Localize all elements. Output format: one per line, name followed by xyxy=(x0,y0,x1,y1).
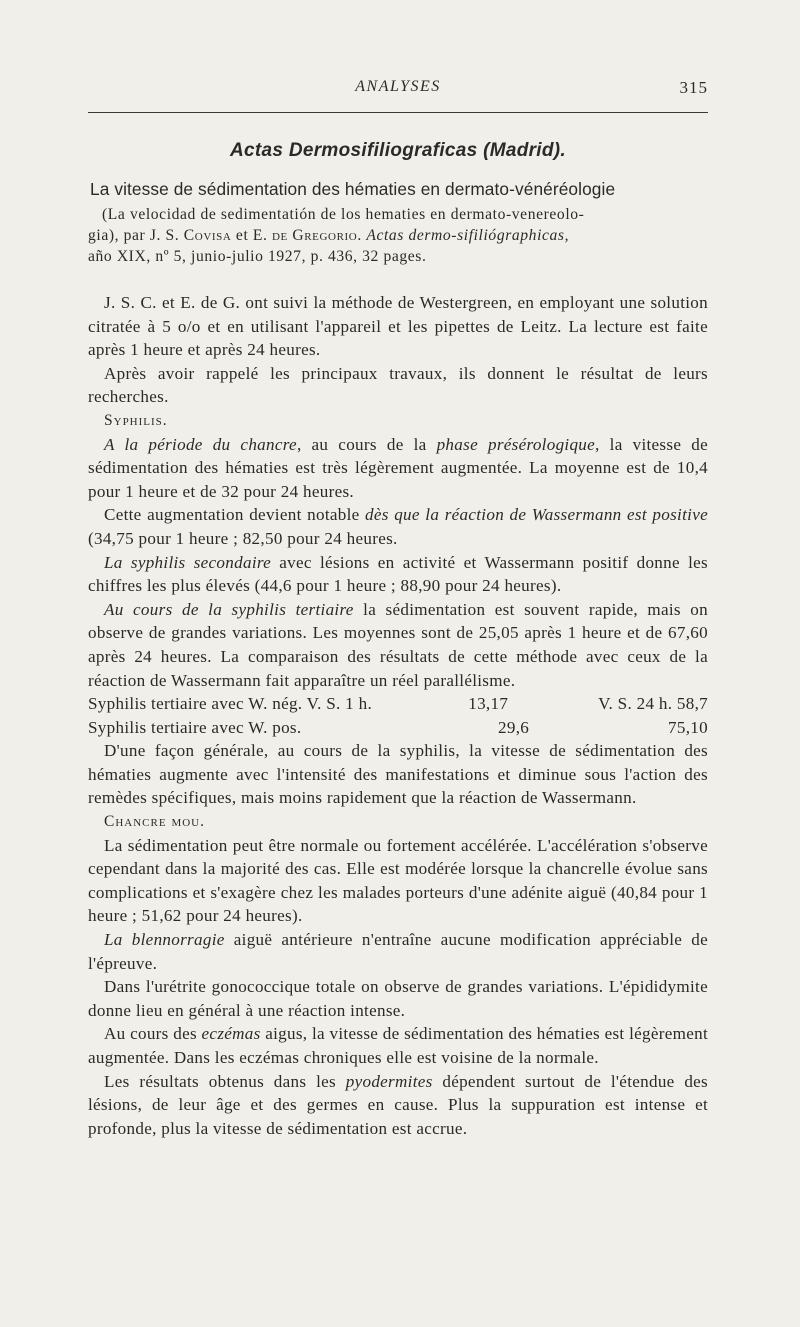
table-value: 29,6 xyxy=(498,717,530,737)
text: dépendent surtout de l'étendue des lésions, de leur âge et des germes en cause. Plus la suppuration est intense et profonde, plus la vitesse de sédimentation est accrue. xyxy=(88,1071,709,1138)
text: aiguë antérieure n'entraîne aucune modification appréciable de l'épreuve. xyxy=(88,930,708,973)
reference-text: et E. xyxy=(231,227,272,244)
text: Cette augmentation devient notable xyxy=(104,505,366,525)
paragraph: La sédimentation peut être normale ou fortement accélérée. L'accélération s'observe cependant dans la majorité des cas. Elle est modérée lorsque la chancrelle évolue sans complications et s'exagère chez les malades porteurs d'une adénite aiguë (40,84 pour 1 heure ; 51,62 pour 24 heures). xyxy=(88,835,708,926)
reference-line xyxy=(88,225,708,246)
paragraph: J. S. C. et E. de G. ont suivi la méthode de Westergreen, en employant une solution citratée à 5 o/o et en utilisant l'appareil et les pipettes de Leitz. La lecture est faite après 1 heure et après 24 heures. xyxy=(88,293,708,360)
table-value: V. S. 24 h. 58,7 xyxy=(598,694,708,714)
section-heading-chancre: Chancre mou. xyxy=(104,813,205,831)
paragraph xyxy=(88,598,708,692)
reference-text: . xyxy=(357,227,367,244)
paragraph: Après avoir rappelé les principaux travaux, ils donnent le résultat de leurs recherches. xyxy=(88,363,708,407)
table-label: Syphilis tertiaire avec W. nég. V. S. 1 h. xyxy=(88,694,373,714)
paragraph xyxy=(88,1070,708,1141)
table-label: Syphilis tertiaire avec W. pos. xyxy=(88,717,302,737)
paragraph xyxy=(88,551,708,598)
paragraph: D'une façon générale, au cours de la syphilis, la vitesse de sédimentation des hématies augmente avec l'intensité des manifestations et diminue sous l'action des remèdes spécifiques, mais moins rapidement que la réaction de Wassermann. xyxy=(88,741,708,808)
reference-line: año XIX, nº 5, junio-julio 1927, p. 436, 32 pages. xyxy=(88,248,427,265)
paragraph xyxy=(88,433,708,504)
reference-line: (La velocidad de sedimentatión de los hematies en dermato-venereolo- xyxy=(102,206,585,223)
table-value: 75,10 xyxy=(668,717,708,737)
article-body xyxy=(88,291,708,1140)
page-header xyxy=(88,78,708,100)
reference-text: gia), par J. S. xyxy=(88,227,184,244)
emphasis: A la période du chancre xyxy=(104,434,297,454)
author-name: Covisa xyxy=(183,227,232,244)
emphasis: La blennorragie xyxy=(104,930,225,950)
journal-name: Actas dermo-sifiliógraphicas, xyxy=(366,227,570,244)
emphasis: eczémas xyxy=(201,1024,261,1044)
running-head: ANALYSES xyxy=(355,78,441,95)
text: avec lésions en activité et Wassermann positif donne les chiffres les plus élevés (44,6 pour 1 heure ; 88,90 pour 24 heures). xyxy=(88,552,708,596)
page-number: 315 xyxy=(679,78,708,97)
text: (34,75 pour 1 heure ; 82,50 pour 24 heures. xyxy=(88,528,398,548)
text: la sédimentation est souvent rapide, mais on observe de grandes variations. Les moyennes sont de 25,05 après 1 heure et de 67,60 après 24 heures. La comparaison des résultats de cette méthode avec ceux de la réaction de Wassermann fait apparaître un réel parallélisme. xyxy=(88,599,708,690)
table-row xyxy=(88,716,708,740)
emphasis: dès que la réaction de Wassermann est positive xyxy=(365,505,708,525)
header-rule xyxy=(88,112,708,113)
paragraph xyxy=(88,503,708,550)
table-row xyxy=(88,692,708,716)
text: Au cours des xyxy=(104,1024,202,1044)
text: aigus, la vitesse de sédimentation des hématies est légèrement augmentée. Dans les eczémas chroniques elle est voisine de la normale. xyxy=(88,1024,708,1067)
paragraph: Dans l'urétrite gonococcique totale on observe de grandes variations. L'épididymite donne lieu en général à une réaction intense. xyxy=(88,977,708,1020)
article-reference xyxy=(88,204,708,267)
section-heading-syphilis: Syphilis. xyxy=(104,411,168,429)
article-title: La vitesse de sédimentation des hématies en dermato-vénéréologie xyxy=(90,179,616,199)
emphasis: pyodermites xyxy=(345,1071,433,1091)
table-value: 13,17 xyxy=(468,694,509,714)
text: , la vitesse de sédimentation des hématies est très légèrement augmentée. La moyenne est de 10,4 pour 1 heure et de 32 pour 24 heures. xyxy=(88,434,708,501)
emphasis: Au cours de la syphilis tertiaire xyxy=(104,599,354,619)
text: Les résultats obtenus dans les xyxy=(104,1071,346,1091)
emphasis: phase présérologique xyxy=(436,434,596,454)
journal-title: Actas Dermosifiliograficas (Madrid). xyxy=(230,140,566,161)
text: , au cours de la xyxy=(296,434,437,454)
paragraph xyxy=(88,1022,708,1069)
paragraph xyxy=(88,928,708,975)
emphasis: La syphilis secondaire xyxy=(104,552,272,572)
author-name: de Gregorio xyxy=(272,227,358,244)
